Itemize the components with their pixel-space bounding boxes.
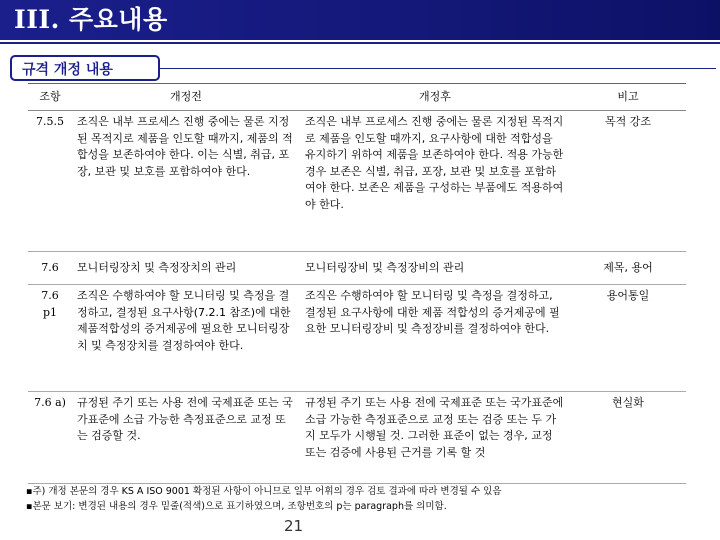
table-row xyxy=(28,252,686,285)
header-note: 비고 xyxy=(570,84,686,111)
row-clause: 7.6 xyxy=(28,252,72,285)
table-row xyxy=(28,392,686,484)
table-row xyxy=(28,111,686,252)
row-before: 조직은 수행하여야 할 모니터링 및 측정을 결정하고, 결정된 요구사항(7.2.1 참조)에 대한 제품적합성의 증거제공에 필요한 모니터링장치 및 측정장치를 결정하여야 한다. xyxy=(72,285,300,392)
footnote-2: ▪본문 보기: 변경된 내용의 경우 밑줄(적색)으로 표기하였으며, 조항번호의 p는 paragraph를 의미함. xyxy=(26,501,447,512)
table-header-row xyxy=(28,84,686,111)
row-before: 규정된 주기 또는 사용 전에 국제표준 또는 국가표준에 소급 가능한 측정표준으로 교정 또는 검증할 것. xyxy=(72,392,300,484)
row-note: 현실화 xyxy=(570,392,686,484)
row-after: 조직은 내부 프로세스 진행 중에는 물론 지정된 목적지로 제품을 인도할 때까지, 요구사항에 대한 적합성을 유지하기 위하여 제품을 보존하여야 한다. 적용 가능한 경우 보존은 식별, 취급, 포장, 보관 및 보호를 포함하여야 한다. 보존은 제품을 구성하는 부품에도 적용하여야 한다. xyxy=(300,111,570,252)
table-row xyxy=(28,285,686,392)
row-after: 조직은 수행하여야 할 모니터링 및 측정을 결정하고, 결정된 요구사항에 대한 제품 적합성의 증거제공에 필요한 모니터링장비 및 측정장비를 결정하여야 한다. xyxy=(300,285,570,392)
section-divider xyxy=(160,68,716,69)
row-clause: 7.5.5 xyxy=(28,111,72,252)
row-clause: 7.6 p1 xyxy=(28,285,72,392)
header-divider xyxy=(0,42,720,44)
section-tab xyxy=(10,55,160,81)
row-note: 목적 강조 xyxy=(570,111,686,252)
row-note: 용어통일 xyxy=(570,285,686,392)
revision-table xyxy=(28,83,686,484)
header-clause: 조항 xyxy=(28,84,72,111)
row-after: 모니터링장비 및 측정장비의 관리 xyxy=(300,252,570,285)
row-note: 제목, 용어 xyxy=(570,252,686,285)
row-after: 규정된 주기 또는 사용 전에 국제표준 또는 국가표준에 소급 가능한 측정표준으로 교정 또는 검증 또는 두 가지 모두가 시행될 것. 그러한 표준이 없는 경우, 교정 또는 검증에 사용된 근거를 기록 할 것 xyxy=(300,392,570,484)
footnotes xyxy=(26,484,502,514)
footnote-1: ▪주) 개정 본문의 경우 KS A ISO 9001 확정된 사항이 아니므로 일부 어휘의 경우 검토 결과에 따라 변경될 수 있음 xyxy=(26,486,502,497)
section-label: 규격 개정 내용 xyxy=(22,62,113,78)
row-before: 조직은 내부 프로세스 진행 중에는 물론 지정된 목적지로 제품을 인도할 때까지, 제품의 적합성을 보존하여야 한다. 이는 식별, 취급, 포장, 보관 및 보호를 포함하여야 한다. xyxy=(72,111,300,252)
page-title: III. 주요내용 xyxy=(14,5,168,34)
row-before: 모니터링장치 및 측정장치의 관리 xyxy=(72,252,300,285)
header-before: 개정전 xyxy=(72,84,300,111)
header-after: 개정후 xyxy=(300,84,570,111)
page-number: 21 xyxy=(284,517,304,535)
row-clause: 7.6 a) xyxy=(28,392,72,484)
